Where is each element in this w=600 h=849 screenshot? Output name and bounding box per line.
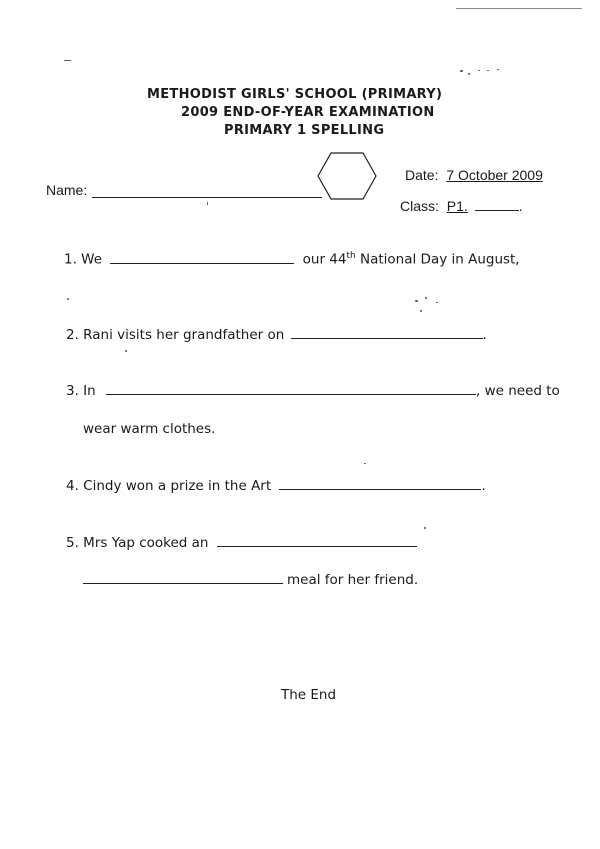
scan-mark bbox=[420, 310, 422, 312]
question-3-line-2: wear warm clothes. bbox=[83, 421, 216, 437]
scan-mark bbox=[460, 70, 463, 72]
q1-text-after: our 44 bbox=[302, 251, 347, 268]
q4-text-after: . bbox=[481, 478, 486, 494]
question-3 bbox=[66, 383, 560, 399]
scan-mark bbox=[487, 70, 489, 71]
class-trailing: . bbox=[518, 198, 523, 214]
scan-mark bbox=[425, 297, 427, 299]
q2-answer-blank[interactable] bbox=[291, 337, 483, 339]
scan-mark bbox=[436, 302, 438, 303]
scan-mark bbox=[125, 350, 127, 352]
q1-text-end: National Day in August. bbox=[355, 251, 520, 268]
scan-mark bbox=[497, 69, 499, 70]
scan-mark bbox=[67, 298, 69, 300]
question-2 bbox=[66, 327, 487, 343]
date-label: Date: bbox=[405, 167, 439, 183]
name-label: Name: bbox=[46, 182, 88, 198]
the-end: The End bbox=[281, 687, 337, 703]
scan-mark bbox=[424, 527, 426, 529]
question-4 bbox=[66, 478, 486, 494]
question-1 bbox=[64, 251, 520, 268]
class-value: P1. bbox=[446, 198, 468, 214]
scan-mark bbox=[478, 70, 480, 71]
date-row bbox=[405, 167, 543, 183]
q2-text-after: . bbox=[482, 327, 487, 343]
class-label: Class: bbox=[400, 198, 439, 214]
q5-answer-blank-1[interactable] bbox=[217, 545, 417, 547]
scan-mark bbox=[456, 8, 582, 9]
scan-mark bbox=[207, 202, 208, 205]
q4-text-before: 4. Cindy won a prize in the Art bbox=[66, 478, 272, 494]
exam-title: 2009 END-OF-YEAR EXAMINATION bbox=[181, 105, 435, 120]
q5-answer-blank-2[interactable] bbox=[83, 582, 283, 584]
paper-title: PRIMARY 1 SPELLING bbox=[224, 123, 385, 138]
q3-text-after: , we need to bbox=[476, 383, 560, 399]
scan-mark bbox=[468, 73, 470, 75]
scan-mark bbox=[64, 60, 71, 61]
scan-mark bbox=[415, 300, 418, 302]
q1-superscript: th bbox=[346, 251, 356, 261]
scan-mark bbox=[364, 463, 366, 464]
school-title: METHODIST GIRLS' SCHOOL (PRIMARY) bbox=[147, 87, 443, 102]
hexagon-box bbox=[317, 152, 377, 200]
q3-answer-blank[interactable] bbox=[106, 393, 476, 395]
name-field[interactable] bbox=[92, 197, 322, 198]
q3-text-before: 3. In bbox=[66, 383, 96, 399]
q1-answer-blank[interactable] bbox=[110, 262, 294, 264]
q1-text-before: 1. We bbox=[64, 251, 103, 268]
q5-text-end: meal for her friend. bbox=[287, 572, 419, 588]
q2-text-before: 2. Rani visits her grandfather on bbox=[66, 327, 285, 343]
date-value: 7 October 2009 bbox=[446, 167, 543, 183]
q5-text-before: 5. Mrs Yap cooked an bbox=[66, 535, 209, 551]
question-5-line-2 bbox=[83, 572, 418, 588]
class-row bbox=[400, 198, 523, 214]
q4-answer-blank[interactable] bbox=[279, 488, 481, 490]
class-blank[interactable] bbox=[475, 209, 519, 211]
question-5 bbox=[66, 535, 417, 551]
